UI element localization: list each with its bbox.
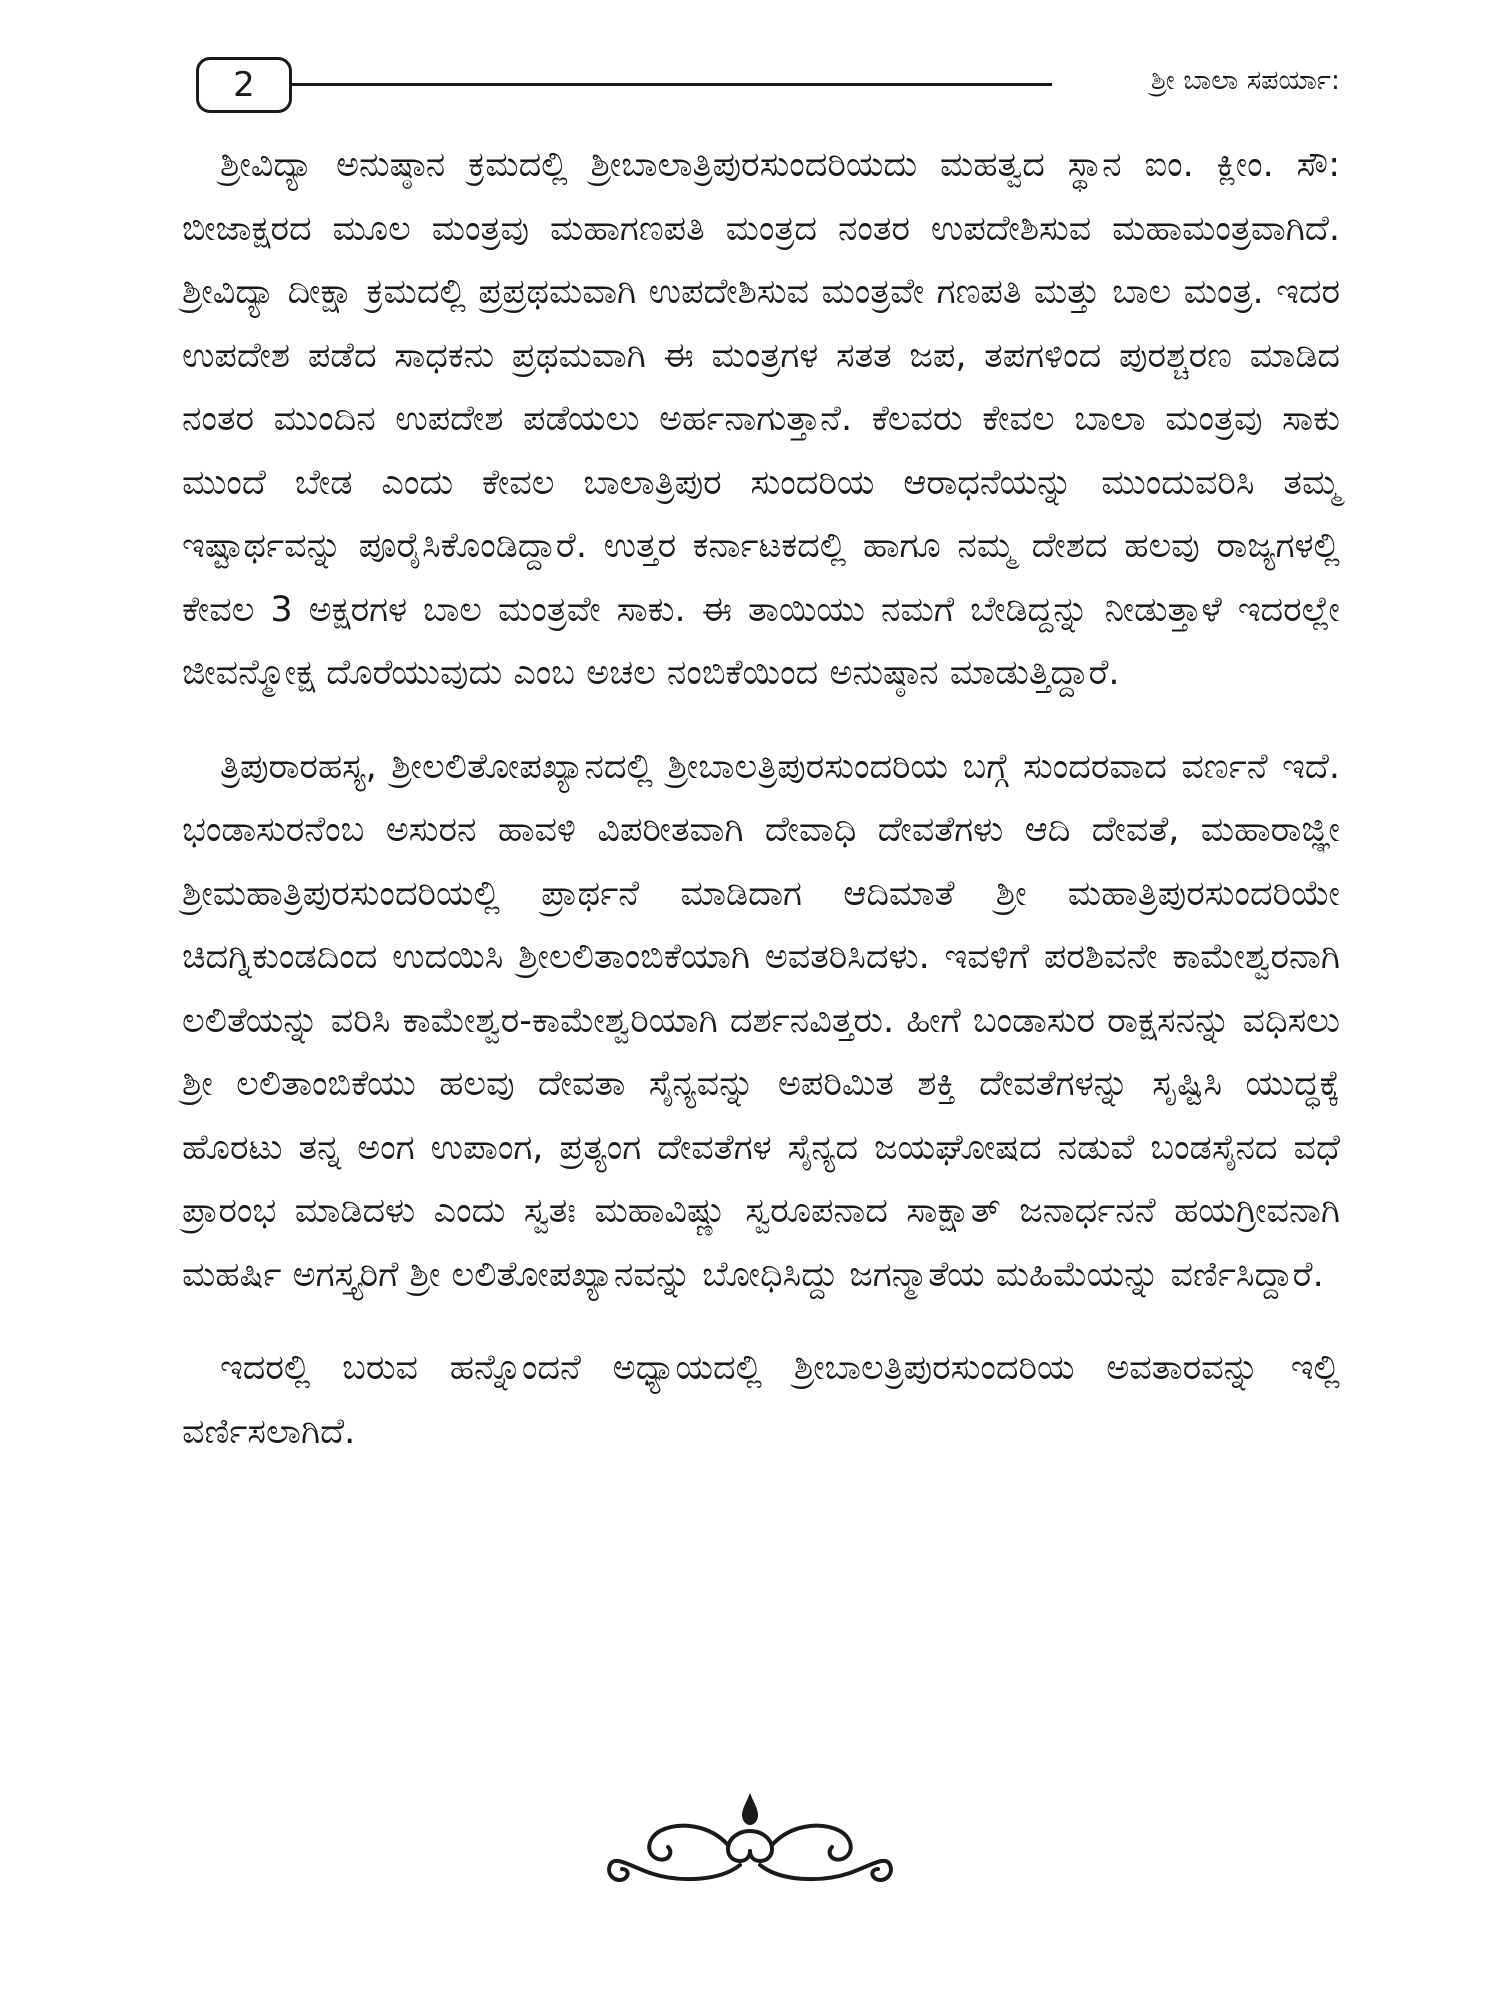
page-number: 2 (196, 57, 292, 113)
paragraph-2: ತ್ರಿಪುರಾರಹಸ್ಯ, ಶ್ರೀಲಲಿತೋಪಖ್ಯಾನದಲ್ಲಿ ಶ್ರೀಬಾಲತ್ರಿಪುರಸುಂದರಿಯ ಬಗ್ಗೆ ಸುಂದರವಾದ ವರ್ಣನೆ ಇದೆ. ಭಂಡಾಸುರನೆಂಬ ಅಸುರನ ಹಾವಳಿ ವಿಪರೀತವಾಗಿ ದೇವಾಧಿ ದೇವತೆಗಳು ಆದಿ ದೇವತೆ, ಮಹಾರಾಜ್ಞೀ ಶ್ರೀಮಹಾತ್ರಿಪುರಸುಂದರಿಯಲ್ಲಿ ಪ್ರಾರ್ಥನೆ ಮಾಡಿದಾಗ ಆದಿಮಾತೆ ಶ್ರೀ ಮಹಾತ್ರಿಪುರಸುಂದರಿಯೇ ಚಿದಗ್ನಿಕುಂಡದಿಂದ ಉದಯಿಸಿ ಶ್ರೀಲಲಿತಾಂಬಿಕೆಯಾಗಿ ಅವತರಿಸಿದಳು. ಇವಳಿಗೆ ಪರಶಿವನೇ ಕಾಮೇಶ್ವರನಾಗಿ ಲಲಿತೆಯನ್ನು ವರಿಸಿ ಕಾಮೇಶ್ವರ-ಕಾಮೇಶ್ವರಿಯಾಗಿ ದರ್ಶನವಿತ್ತರು. ಹೀಗೆ ಬಂಡಾಸುರ ರಾಕ್ಷಸನನ್ನು ವಧಿಸಲು ಶ್ರೀ ಲಲಿತಾಂಬಿಕೆಯು ಹಲವು ದೇವತಾ ಸೈನ್ಯವನ್ನು ಅಪರಿಮಿತ ಶಕ್ತಿ ದೇವತೆಗಳನ್ನು ಸೃಷ್ಟಿಸಿ ಯುದ್ಧಕ್ಕೆ ಹೊರಟು ತನ್ನ ಅಂಗ ಉಪಾಂಗ, ಪ್ರತ್ಯಂಗ ದೇವತೆಗಳ ಸೈನ್ಯದ ಜಯಘೋಷದ ನಡುವೆ ಬಂಡಸೈನದ ವಧೆ ಪ್ರಾರಂಭ ಮಾಡಿದಳು ಎಂದು ಸ್ವತಃ ಮಹಾವಿಷ್ಣು ಸ್ವರೂಪನಾದ ಸಾಕ್ಷಾತ್ ಜನಾರ್ಧನನೆ ಹಯಗ್ರೀವನಾಗಿ ಮಹರ್ಷಿ ಅಗಸ್ತ್ಯರಿಗೆ ಶ್ರೀ ಲಲಿತೋಪಖ್ಯಾನವನ್ನು ಬೋಧಿಸಿದ್ದು ಜಗನ್ಮಾತೆಯ ಮಹಿಮೆಯನ್ನು ವರ್ಣಿಸಿದ್ದಾರೆ. (182, 746, 1340, 1295)
header-rule (292, 83, 1052, 86)
body-text (182, 134, 1340, 1464)
paragraph-1: ಶ್ರೀವಿದ್ಯಾ ಅನುಷ್ಠಾನ ಕ್ರಮದಲ್ಲಿ ಶ್ರೀಬಾಲಾತ್ರಿಪುರಸುಂದರಿಯದು ಮಹತ್ವದ ಸ್ಥಾನ ಐಂ. ಕ್ಲೀಂ. ಸೌ: ಬೀಜಾಕ್ಷರದ ಮೂಲ ಮಂತ್ರವು ಮಹಾಗಣಪತಿ ಮಂತ್ರದ ನಂತರ ಉಪದೇಶಿಸುವ ಮಹಾಮಂತ್ರವಾಗಿದೆ. ಶ್ರೀವಿದ್ಯಾ ದೀಕ್ಷಾ ಕ್ರಮದಲ್ಲಿ ಪ್ರಪ್ರಥಮವಾಗಿ ಉಪದೇಶಿಸುವ ಮಂತ್ರವೇ ಗಣಪತಿ ಮತ್ತು ಬಾಲ ಮಂತ್ರ. ಇದರ ಉಪದೇಶ ಪಡೆದ ಸಾಧಕನು ಪ್ರಥಮವಾಗಿ ಈ ಮಂತ್ರಗಳ ಸತತ ಜಪ, ತಪಗಳಿಂದ ಪುರಶ್ಚರಣ ಮಾಡಿದ ನಂತರ ಮುಂದಿನ ಉಪದೇಶ ಪಡೆಯಲು ಅರ್ಹನಾಗುತ್ತಾನೆ. ಕೆಲವರು ಕೇವಲ ಬಾಲಾ ಮಂತ್ರವು ಸಾಕು ಮುಂದೆ ಬೇಡ ಎಂದು ಕೇವಲ ಬಾಲಾತ್ರಿಪುರ ಸುಂದರಿಯ ಆರಾಧನೆಯನ್ನು ಮುಂದುವರಿಸಿ ತಮ್ಮ ಇಷ್ಟಾರ್ಥವನ್ನು ಪೂರೈಸಿಕೊಂಡಿದ್ದಾರೆ. ಉತ್ತರ ಕರ್ನಾಟಕದಲ್ಲಿ ಹಾಗೂ ನಮ್ಮ ದೇಶದ ಹಲವು ರಾಜ್ಯಗಳಲ್ಲಿ ಕೇವಲ 3 ಅಕ್ಷರಗಳ ಬಾಲ ಮಂತ್ರವೇ ಸಾಕು. ಈ ತಾಯಿಯು ನಮಗೆ ಬೇಡಿದ್ದನ್ನು ನೀಡುತ್ತಾಳೆ ಇದರಲ್ಲೇ ಜೀವನ್ಮೋಕ್ಷ ದೊರೆಯುವುದು ಎಂಬ ಅಚಲ ನಂಬಿಕೆಯಿಂದ ಅನುಷ್ಠಾನ ಮಾಡುತ್ತಿದ್ದಾರೆ. (182, 145, 1340, 693)
running-title: ಶ್ರೀ ಬಾಲಾ ಸಪರ್ಯಾ: (1150, 65, 1340, 96)
scroll-flourish-icon (600, 1785, 900, 1895)
paragraph-3: ಇದರಲ್ಲಿ ಬರುವ ಹನ್ನೊಂದನೆ ಅಧ್ಯಾಯದಲ್ಲಿ ಶ್ರೀಬಾಲತ್ರಿಪುರಸುಂದರಿಯ ಅವತಾರವನ್ನು ಇಲ್ಲಿ ವರ್ಣಿಸಲಾಗಿದೆ. (182, 1348, 1340, 1452)
page-header (190, 55, 1340, 121)
